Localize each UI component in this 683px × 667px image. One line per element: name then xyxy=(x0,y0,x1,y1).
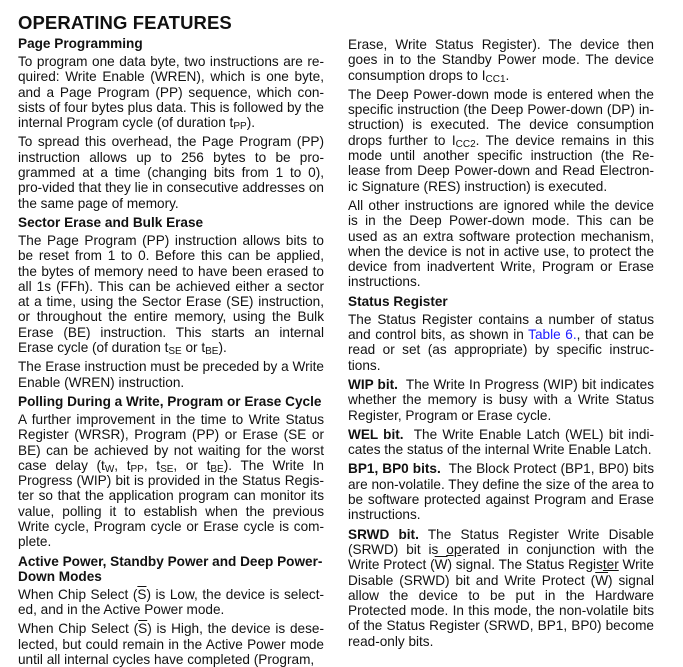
text: When Chip Select ( xyxy=(18,586,138,602)
paragraph: All other instructions are ignored while the device is in the Deep Power-down mode. This can be used as an extra software protection mechanism, when the device is not in active use, to protect the device from inadvertent Write, Program or Erase instructions. xyxy=(348,197,654,290)
text: ) signal allow the device to be put in the Hardware Protected mode. In this mode, the non-volatile bits of the Status Register (SRWD, BP1, BP0) become read-only bits. xyxy=(348,572,654,649)
subscript: PP xyxy=(233,121,247,133)
wip-bit-paragraph xyxy=(348,376,658,423)
text: , t xyxy=(143,457,161,473)
text: Erase, Write Status Register). The device then goes in to the Standby Power mode. The device consumption drops to I xyxy=(348,37,654,83)
text: The Status Register Write Disable (SRWD) bit is xyxy=(348,526,654,557)
text: The Page Program (PP) instruction allows bits to be reset from 1 to 0. Before this can be applied, the bytes of memory need to have been erased to all 1s (FFh). This can be achieved either a sector at a time, using the Sector Erase (SE) instruction, or throughout the entire memory, using the Bulk Erase (BE) instruction. This starts an internal Erase cycle (of duration t xyxy=(18,232,324,356)
subscript: SE xyxy=(168,346,182,358)
text: ). xyxy=(218,340,227,356)
heading-status-register: Status Register xyxy=(348,293,448,309)
subscript: SE xyxy=(160,463,174,475)
left-column xyxy=(18,36,324,667)
paragraph xyxy=(348,312,654,373)
text: Write Disable (SRWD) bit and Write Protect ( xyxy=(348,557,654,588)
paragraph xyxy=(18,54,324,133)
heading-sector-erase: Sector Erase and Bulk Erase xyxy=(18,214,204,230)
underlined-text: op xyxy=(446,541,462,557)
text: , t xyxy=(114,457,131,473)
text: The Block Protect (BP1, BP0) bits are non-volatile. They define the size of the area to be software protected against Program and Erase instructions. xyxy=(348,461,658,523)
heading-polling: Polling During a Write, Program or Erase Cycle xyxy=(18,393,322,409)
text: , that can be read or set (as appropriate) by specific instruc-tions. xyxy=(348,327,654,373)
text: A further improvement in the time to Write Status Register (WRSR), Program (PP) or Erase (SE or BE) can be achieved by not waiting for the worst case delay (t xyxy=(18,411,324,473)
paragraph xyxy=(18,412,324,550)
text: The Status Register contains a number of status and control bits, as shown in xyxy=(348,311,654,343)
subscript: CC2 xyxy=(455,138,476,150)
page-title: OPERATING FEATURES xyxy=(18,12,232,33)
table-6-link[interactable]: Table 6. xyxy=(528,327,577,343)
text: . The device remains in this mode until another specific instruction (the Re-lease from Deep Power-down and Read Electron-ic Signature (RES) instruction) is executed. xyxy=(348,132,654,194)
subscript: CC1 xyxy=(485,73,506,85)
text: erated in conjunction with the Write Protect ( xyxy=(348,541,655,573)
paragraph xyxy=(18,621,324,667)
signal-w-overbar: $\overline{W}$ xyxy=(595,572,609,588)
bp-bits-paragraph xyxy=(348,461,658,523)
text: To program one data byte, two instructions are re-quired: Write Enable (WREN), which is one byte, and a Page Program (PP) sequence, which con-sists of four bytes plus data. This is followed by the internal Program cycle (of duration t xyxy=(18,54,324,131)
paragraph: The Erase instruction must be preceded by a Write Enable (WREN) instruction. xyxy=(18,359,324,390)
wel-bit-paragraph xyxy=(348,427,654,458)
signal-w-overbar: $\overline{W}$ xyxy=(434,557,448,573)
text: , or t xyxy=(173,457,211,473)
paragraph xyxy=(18,587,324,618)
underlined-text: ter xyxy=(602,557,619,573)
text: ) is Low, the device is select-ed, and in the Active Power mode. xyxy=(18,586,324,617)
signal-s-overbar: $\overline{S}$ xyxy=(137,586,147,602)
signal-s-overbar: $\overline{S}$ xyxy=(138,621,148,637)
text: ) signal. The Status Regis xyxy=(447,557,603,573)
text: ). xyxy=(246,115,255,131)
text: or t xyxy=(181,340,206,356)
srwd-bit-paragraph xyxy=(348,527,654,649)
wip-bit-label: WIP bit. xyxy=(348,376,398,392)
subscript: BE xyxy=(205,346,219,358)
text: When Chip Select ( xyxy=(18,621,139,637)
text: The Deep Power-down mode is entered when the specific instruction (the Deep Power-down (DP) in-struction) is executed. The device consumption drops further to I xyxy=(348,86,654,148)
subscript: W xyxy=(104,463,115,475)
paragraph-continued xyxy=(348,37,654,83)
paragraph: To spread this overhead, the Page Program (PP) instruction allows up to 256 bytes to be pro-grammed at a time (changing bits from 1 to 0), pro-vided that they lie in consecutive addresses on the same page of memory. xyxy=(18,134,324,211)
text: The Write In Progress (WIP) bit indicates whether the memory is busy with a Write Status Register, Program or Erase cycle. xyxy=(348,376,658,423)
paragraph xyxy=(18,232,324,358)
subscript: BE xyxy=(210,463,224,475)
text: The Write Enable Latch (WEL) bit indi-cates the status of the internal Write Enable Latch. xyxy=(348,426,654,458)
text: . xyxy=(505,67,510,83)
wel-bit-label: WEL bit. xyxy=(348,426,404,442)
text: ). The Write In Progress (WIP) bit is provided in the Status Regis-ter so that the application program can monitor its value, polling it to establish when the previous Write cycle, Program cycle or Erase cycle is com-plete. xyxy=(18,457,324,550)
srwd-bit-label: SRWD bit. xyxy=(348,526,419,542)
bp-bits-label: BP1, BP0 bits. xyxy=(348,461,441,477)
text: ) is High, the device is dese-lected, but could remain in the Active Power mode until all internal cycles have completed (Program, xyxy=(18,621,324,667)
paragraph xyxy=(348,87,654,194)
right-column xyxy=(348,37,658,653)
subscript: PP xyxy=(130,463,144,475)
heading-page-programming: Page Programming xyxy=(18,36,143,51)
heading-power-modes: Active Power, Standby Power and Deep Power-Down Modes xyxy=(18,553,323,584)
